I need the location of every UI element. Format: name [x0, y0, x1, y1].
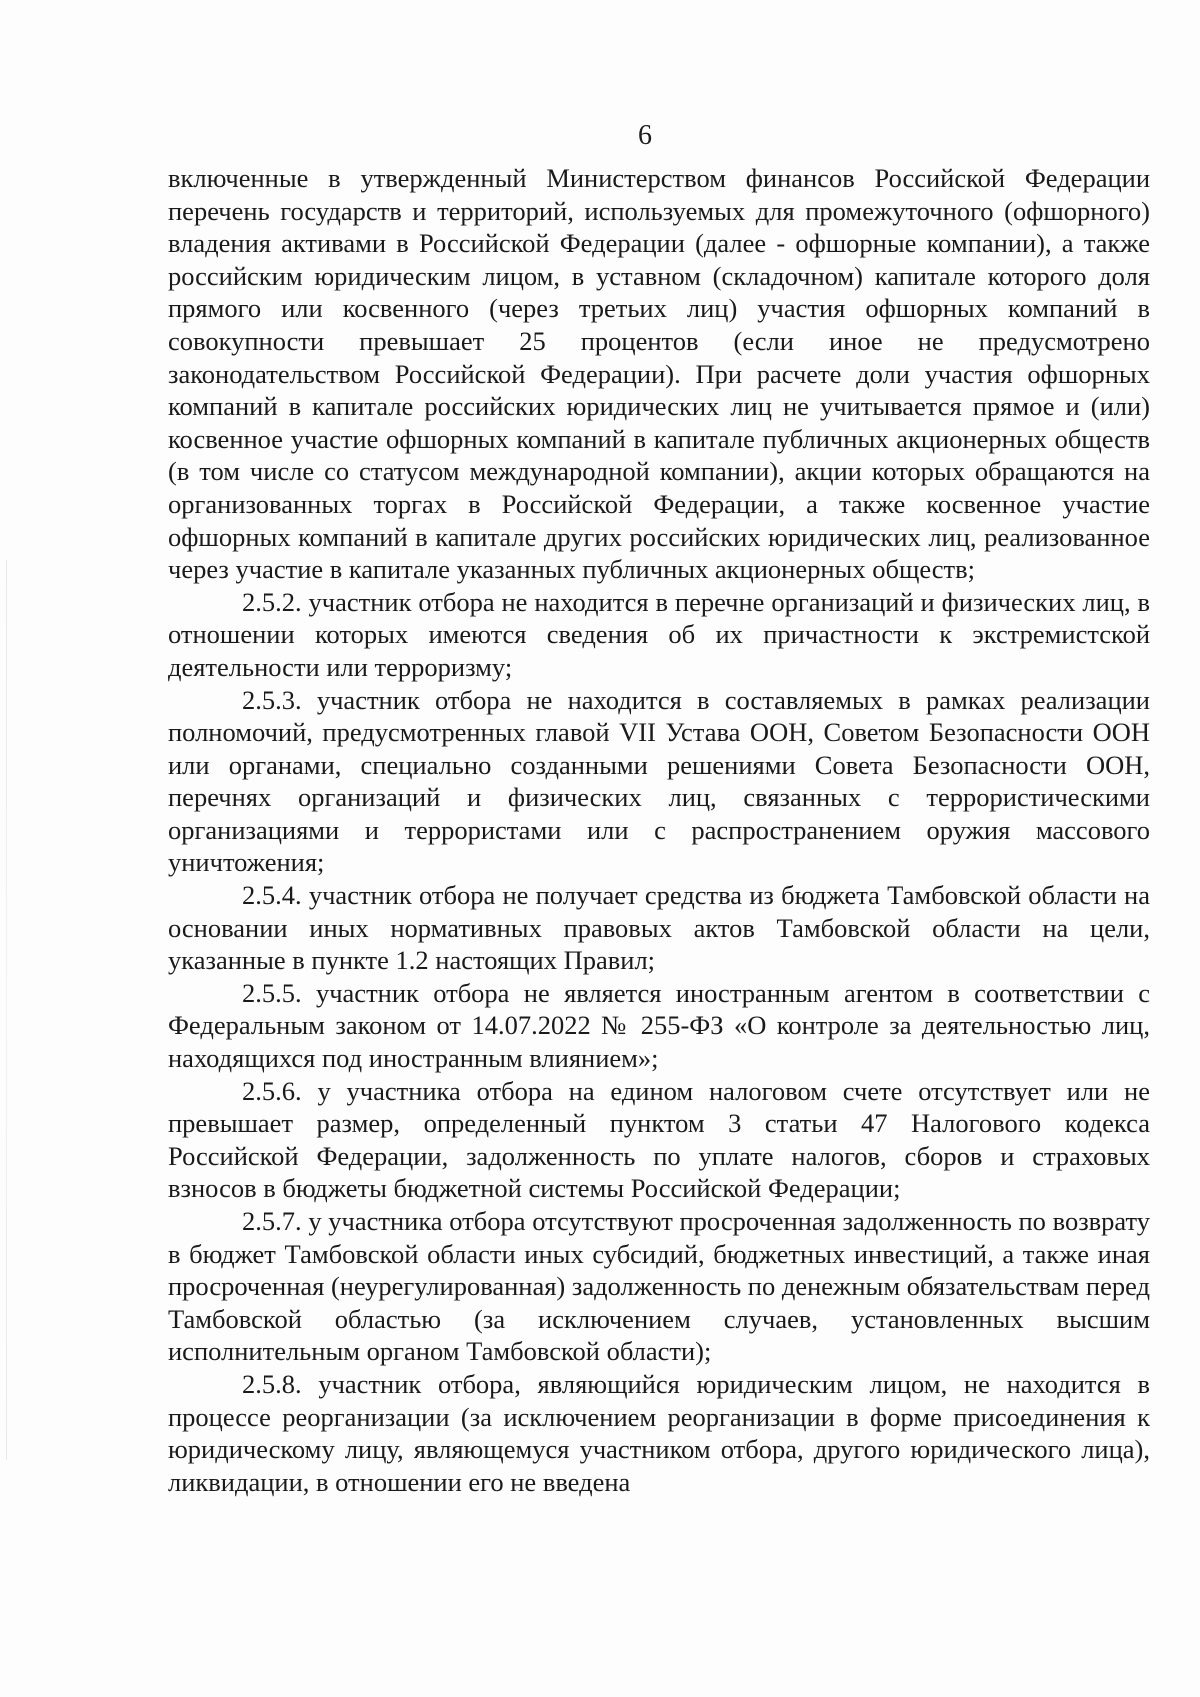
paragraph-continuation: включенные в утвержденный Министерством финансов Российской Федерации перечень государств и территорий, используемых для промежуточного (офшорного) владения активами в Российской Федерации (далее - офшорные компании), а также российским юридическим лицом, в уставном (складочном) капитале которого доля прямого или косвенного (через третьих лиц) участия офшорных компаний в совокупности превышает 25 процентов (если иное не предусмотрено законодательством Российской Федерации). При расчете доли участия офшорных компаний в капитале российских юридических лиц не учитывается прямое и (или) косвенное участие офшорных компаний в капитале публичных акционерных обществ (в том числе со статусом международной компании), акции которых обращаются на организованных торгах в Российской Федерации, а также косвенное участие офшорных компаний в капитале других российских юридических лиц, реализованное через участие в капитале указанных публичных акционерных обществ; [168, 163, 1150, 585]
paragraph-2-5-3: 2.5.3. участник отбора не находится в составляемых в рамках реализации полномочий, предусмотренных главой VII Устава ООН, Советом Безопасности ООН или органами, специально созданными решениями Совета Безопасности ООН, перечнях организаций и физических лиц, связанных с террористическими организациями и террористами или с распространением оружия массового уничтожения; [168, 684, 1150, 878]
page-number: 6 [638, 120, 652, 151]
paragraph-2-5-6: 2.5.6. у участника отбора на едином налоговом счете отсутствует или не превышает размер, определенный пунктом 3 статьи 47 Налогового кодекса Российской Федерации, задолженность по уплате налогов, сборов и страховых взносов в бюджеты бюджетной системы Российской Федерации; [168, 1075, 1150, 1204]
scan-edge-line [6, 560, 7, 1460]
paragraph-2-5-7: 2.5.7. у участника отбора отсутствуют просроченная задолженность по возврату в бюджет Тамбовской области иных субсидий, бюджетных инвестиций, а также иная просроченная (неурегулированная) задолженность по денежным обязательствам перед Тамбовской областью (за исключением случаев, установленных высшим исполнительным органом Тамбовской области); [168, 1206, 1150, 1367]
paragraph-2-5-2: 2.5.2. участник отбора не находится в перечне организаций и физических лиц, в отношении которых имеются сведения об их причастности к экстремистской деятельности или терроризму; [168, 586, 1150, 682]
document-body [168, 162, 1150, 1498]
paragraph-2-5-8: 2.5.8. участник отбора, являющийся юридическим лицом, не находится в процессе реорганизации (за исключением реорганизации в форме присоединения к юридическому лицу, являющемуся участником отбора, другого юридического лица), ликвидации, в отношении его не введена [168, 1368, 1150, 1497]
paragraph-2-5-5: 2.5.5. участник отбора не является иностранным агентом в соответствии с Федеральным законом от 14.07.2022 № 255-ФЗ «О контроле за деятельностью лиц, находящихся под иностранным влиянием»; [168, 977, 1150, 1074]
paragraph-2-5-4: 2.5.4. участник отбора не получает средства из бюджета Тамбовской области на основании иных нормативных правовых актов Тамбовской области на цели, указанные в пункте 1.2 настоящих Правил; [168, 880, 1150, 976]
